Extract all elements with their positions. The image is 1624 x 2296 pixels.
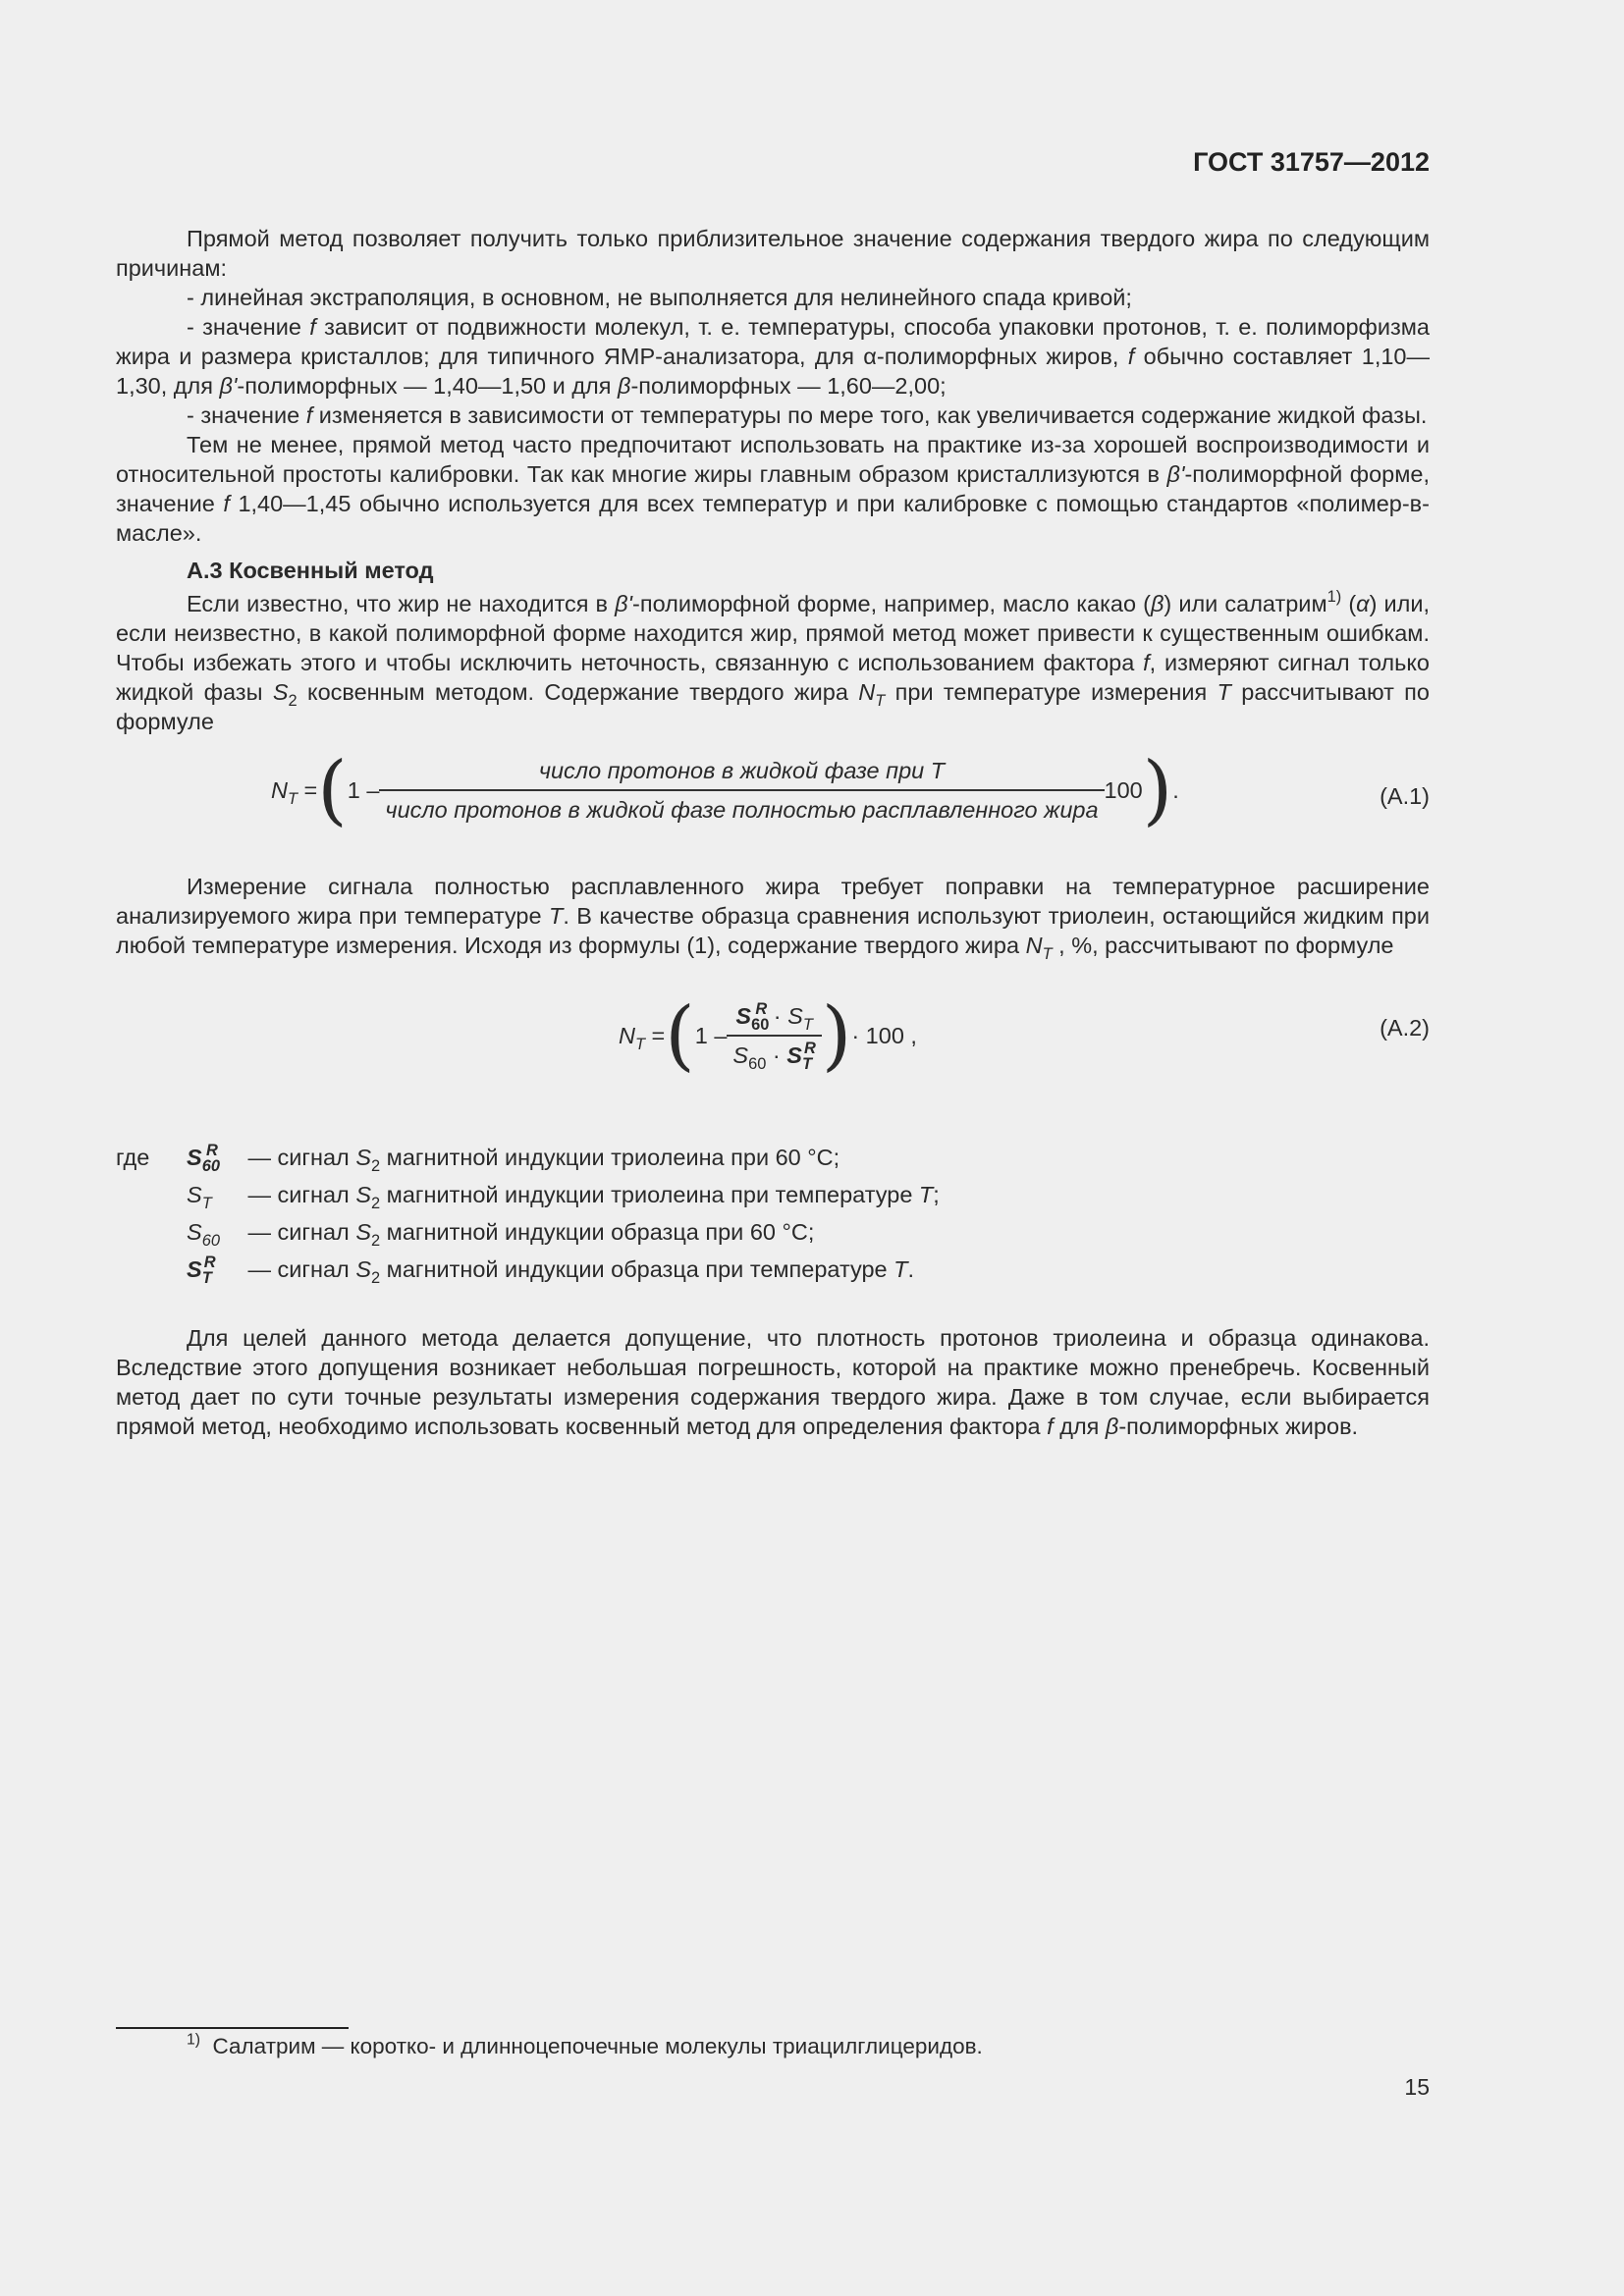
formula-lhs: $N_T$ = <box>271 777 318 808</box>
denominator: число протонов в жидкой фазе полностью расплавленного жира <box>379 789 1104 825</box>
definition: — сигнал $S_2$ магнитной индукции триолеина при температуре T; <box>247 1182 940 1212</box>
symbol: $S_T$ <box>187 1182 212 1212</box>
paragraph: Прямой метод позволяет получить только приблизительное значение содержания твердого жира по следующим причинам: <box>116 226 1430 281</box>
list-item: - значение f зависит от подвижности молекул, т. е. температуры, способа упаковки протонов, т. е. полиморфизма жира и размера кристаллов; для типичного ЯМР-анализатора, для α-полиморфных жиров, f обычно составляет 1,10—1,30, для β'-полиморфных — 1,40—1,50 и для β-полиморфных — 1,60—2,00; <box>116 314 1430 399</box>
fraction <box>379 756 1104 825</box>
symbol: $S_T^R$ <box>187 1254 216 1287</box>
formula-number: (А.2) <box>1380 1015 1430 1041</box>
section-title: А.3 Косвенный метод <box>187 558 434 583</box>
right-bracket: ) <box>1142 746 1173 834</box>
formula-number: (А.1) <box>1380 783 1430 809</box>
right-bracket: ) <box>821 991 852 1080</box>
list-item: - значение f изменяется в зависимости от температуры по мере того, как увеличивается содержание жидкой фазы. <box>187 402 1428 428</box>
numerator: число протонов в жидкой фазе при T <box>538 758 946 783</box>
definition: — сигнал $S_2$ магнитной индукции образца при температуре T. <box>247 1256 915 1287</box>
definition: — сигнал $S_2$ магнитной индукции триолеина при 60 °С; <box>247 1145 840 1175</box>
footnote: $^{1)}$ Салатрим — коротко- и длинноцепочечные молекулы триацилглицеридов. <box>187 2031 983 2058</box>
paragraph: Если известно, что жир не находится в β'-полиморфной форме, например, масло какао (β) или салатрим$^{1)}$ (α) или, если неизвестно, в какой полиморфной форме находится жир, прямой метод может привести к существенным ошибкам. Чтобы избежать этого и чтобы исключить неточность, связанную с использованием фактора f, измеряют сигнал только жидкой фазы $S_2$ косвенным методом. Содержание твердого жира $N_T$ при температуре измерения T рассчитывают по формуле <box>116 588 1430 734</box>
multiplier: · 100 , <box>851 1023 917 1048</box>
where-row <box>116 1217 1430 1255</box>
formula-a2 <box>116 991 1430 1105</box>
multiplier: 100 <box>1104 777 1143 803</box>
one-minus: 1 – <box>347 777 380 803</box>
symbol: $S_{60}^R$ <box>187 1142 220 1175</box>
where-row <box>116 1255 1430 1292</box>
paragraph: Измерение сигнала полностью расплавленного жира требует поправки на температурное расширение анализируемого жира при температуре T. В качестве образца сравнения используют триолеин, остающийся жидким при любой температуре измерения. Исходя из формулы (1), содержание твердого жира $N_T$ , %, рассчитывают по формуле <box>116 874 1431 963</box>
left-bracket: ( <box>665 991 695 1080</box>
document-number: ГОСТ 31757—2012 <box>1193 147 1430 177</box>
where-row <box>116 1143 1430 1180</box>
definition: — сигнал $S_2$ магнитной индукции образца при 60 °С; <box>247 1219 815 1250</box>
one-minus: 1 – <box>694 1023 728 1048</box>
formula-dot: . <box>1172 777 1179 803</box>
page-content <box>116 224 1430 1441</box>
left-bracket: ( <box>317 746 348 834</box>
paragraph: Тем не менее, прямой метод часто предпочитают использовать на практике из-за хорошей воспроизводимости и относительной простоты калибровки. Так как многие жиры главным образом кристаллизуются в β'-полиморфной форме, значение f 1,40—1,45 обычно используется для всех температур и при калибровке с помощью стандартов «полимер-в-масле». <box>116 432 1430 546</box>
paragraph: Для целей данного метода делается допущение, что плотность протонов триолеина и образца одинакова. Вследствие этого допущения возникает небольшая погрешность, которой на практике можно пренебречь. Косвенный метод дает по сути точные результаты измерения содержания твердого жира. Даже в том случае, если выбирается прямой метод, необходимо использовать косвенный метод для определения фактора f для β-полиморфных жиров. <box>116 1325 1430 1439</box>
where-row <box>116 1180 1430 1217</box>
formula-lhs: $N_T$ = <box>619 1023 666 1053</box>
symbol: $S_{60}$ <box>187 1219 220 1250</box>
where-block <box>116 1143 1430 1292</box>
denominator: $S_{60} \cdot S_T^R$ <box>727 1035 821 1070</box>
numerator: $S_{60}^R \cdot S_T$ <box>735 1000 813 1034</box>
page-number: 15 <box>1404 2074 1430 2100</box>
footnote-separator <box>116 2027 349 2029</box>
list-item: - линейная экстраполяция, в основном, не выполняется для нелинейного спада кривой; <box>187 285 1132 310</box>
fraction <box>727 1000 821 1073</box>
where-label: где <box>116 1145 150 1170</box>
formula-a1 <box>116 746 1430 852</box>
